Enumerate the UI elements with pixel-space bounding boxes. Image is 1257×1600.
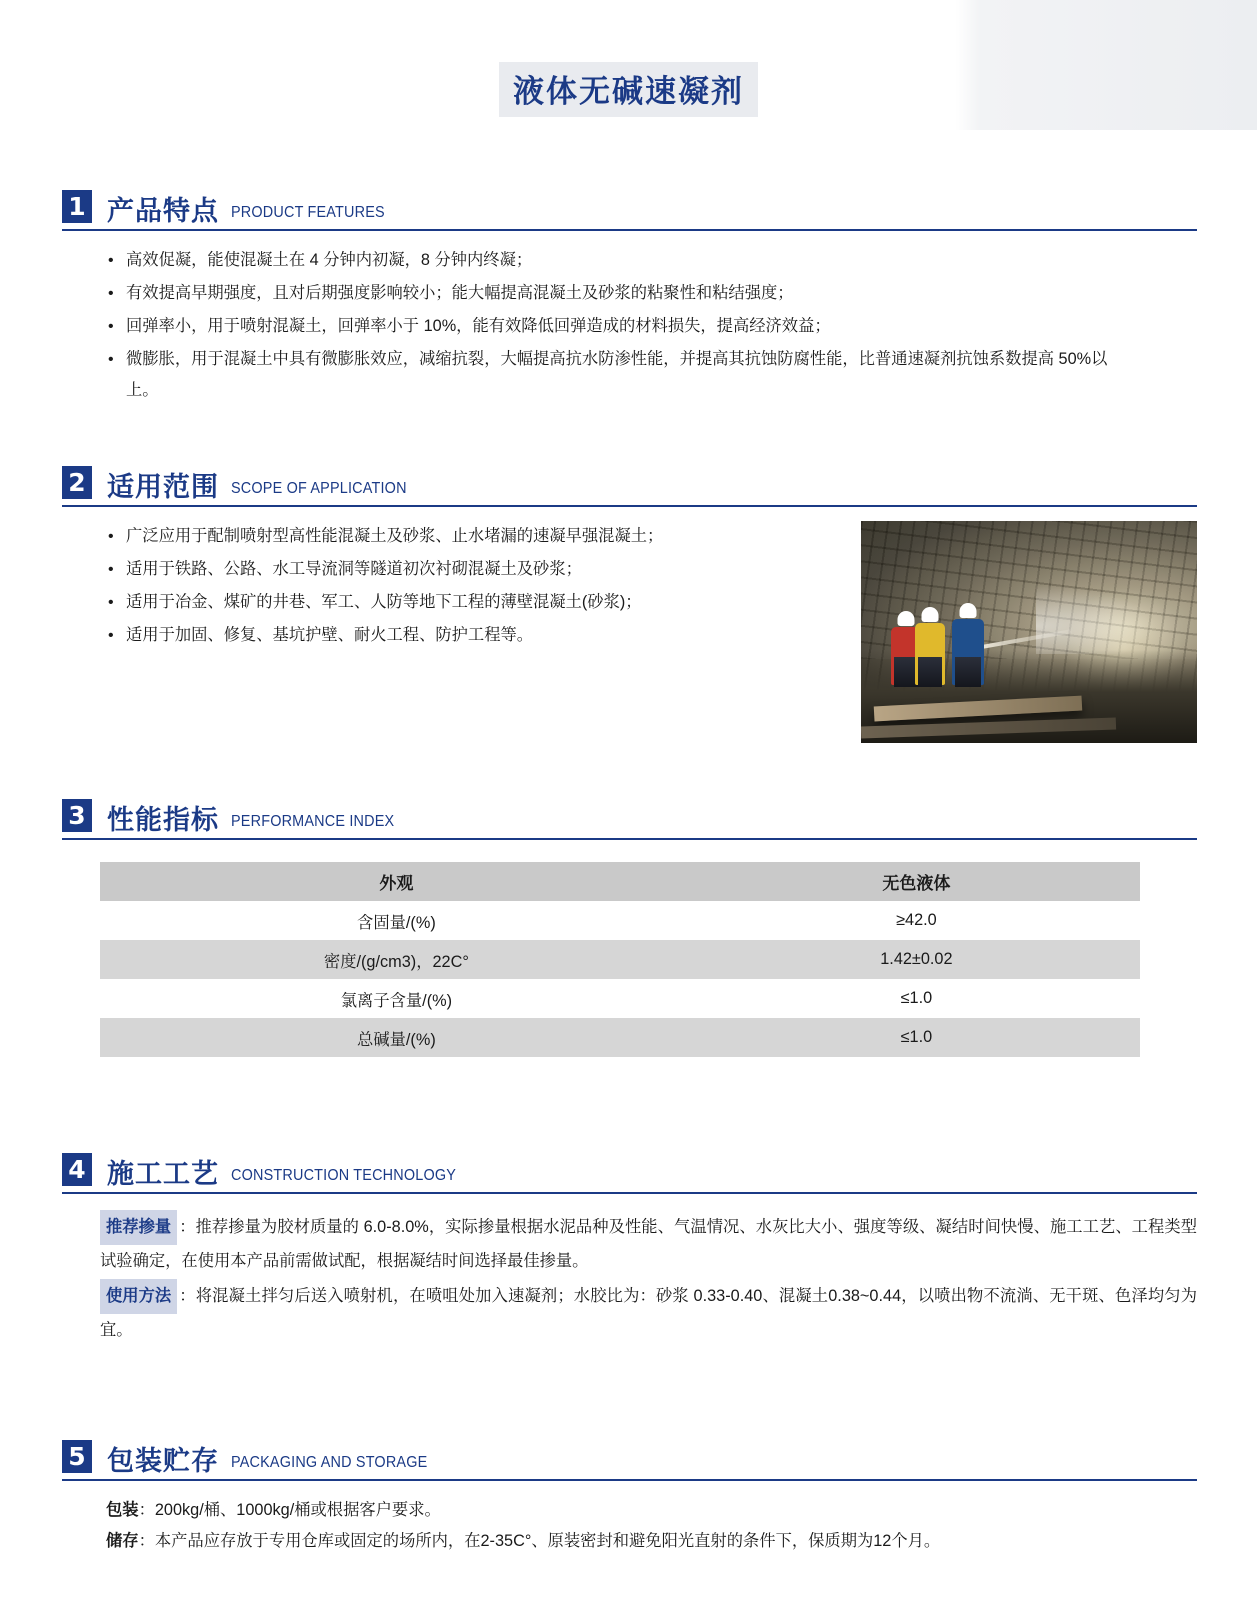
table-cell-value: 无色液体 [693,862,1140,901]
section-title-en: PERFORMANCE INDEX [231,813,395,830]
list-item: • 适用于铁路、公路、水工导流洞等隧道初次衬砌混凝土及砂浆； [108,554,841,585]
section-number-badge: 5 [62,1440,92,1473]
section-header [0,190,1257,227]
list-item: • 微膨胀，用于混凝土中具有微膨胀效应，减缩抗裂，大幅提高抗水防渗性能，并提高其抗蚀防腐性能，比普通速凝剂抗蚀系数提高 50%以上。 [108,344,1137,406]
list-item: • 适用于加固、修复、基坑护壁、耐火工程、防护工程等。 [108,620,841,651]
section-divider [62,229,1197,231]
concrete-spray [1036,584,1156,654]
worker-blue [952,603,984,685]
list-item: • 回弹率小，用于喷射混凝土，回弹率小于 10%，能有效降低回弹造成的材料损失，提高经济效益； [108,311,1137,342]
section-number-badge: 2 [62,466,92,499]
section-number-badge: 3 [62,799,92,832]
performance-index-table [100,862,1140,1057]
section-title-en: CONSTRUCTION TECHNOLOGY [231,1167,457,1184]
page-title: 液体无碱速凝剂 [499,62,758,117]
section-header [0,799,1257,836]
table-row [100,1018,1140,1057]
worker-legs [955,657,981,687]
section-header [0,1440,1257,1477]
table-cell-value: ≤1.0 [693,979,1140,1018]
paragraph-text: ：将混凝土拌匀后送入喷射机，在喷咀处加入速凝剂；水胶比为：砂浆 0.33-0.40、混凝土0.38~0.44，以喷出物不流淌、无干斑、色泽均匀为宜。 [100,1287,1197,1339]
storage-label: 储存 [106,1532,139,1550]
list-item: • 广泛应用于配制喷射型高性能混凝土及砂浆、止水堵漏的速凝早强混凝土； [108,521,841,552]
section-title-en: PRODUCT FEATURES [231,204,385,221]
table-row [100,901,1140,940]
list-item: • 高效促凝，能使混凝土在 4 分钟内初凝，8 分钟内终凝； [108,245,1137,276]
helmet-icon [898,611,915,626]
table-cell-value: ≥42.0 [693,901,1140,940]
list-item: • 有效提高早期强度，且对后期强度影响较小；能大幅提高混凝土及砂浆的粘聚性和粘结强度； [108,278,1137,309]
table-cell-value: ≤1.0 [693,1018,1140,1057]
packaging-value: ：200kg/桶、1000kg/桶或根据客户要求。 [138,1501,441,1519]
table-cell-property: 氯离子含量/(%) [100,979,693,1018]
tunnel-construction-photo [861,521,1197,743]
storage-row [106,1526,1197,1557]
section-title-cn: 性能指标 [107,805,219,836]
application-list [0,521,861,653]
worker-yellow [915,607,945,685]
packaging-label: 包装 [106,1501,139,1519]
paragraph-text: ：推荐掺量为胶材质量的 6.0-8.0%，实际掺量根据水泥品种及性能、气温情况、水灰比大小、强度等级、凝结时间快慢、施工工艺、工程类型试验确定，在使用本产品前需做试配，根据凝结时间选择最佳掺量。 [100,1218,1197,1270]
section-title-cn: 适用范围 [107,472,219,503]
helmet-icon [921,607,938,622]
paragraph-dosage [100,1210,1197,1277]
packaging-row [106,1495,1197,1526]
page-title-area [0,0,1257,130]
section-construction-technology [0,1057,1257,1346]
section-packaging-and-storage [0,1348,1257,1587]
section-title-cn: 产品特点 [107,196,219,227]
section-header [0,1153,1257,1190]
section-scope-of-application [0,408,1257,743]
table-cell-property: 含固量/(%) [100,901,693,940]
section-divider [62,838,1197,840]
section-header [0,466,1257,503]
list-item: • 适用于冶金、煤矿的井巷、军工、人防等地下工程的薄壁混凝土(砂浆)； [108,587,841,618]
table-row [100,979,1140,1018]
section-title-en: PACKAGING AND STORAGE [231,1454,428,1471]
section-title-en: SCOPE OF APPLICATION [231,480,407,497]
table-cell-property: 外观 [100,862,693,901]
section-performance-index [0,743,1257,1057]
worker-legs [918,657,942,687]
paragraph-usage [100,1279,1197,1346]
feature-list [0,245,1257,406]
table-cell-property: 密度/(g/cm3)，22C° [100,940,693,979]
storage-value: ：本产品应存放于专用仓库或固定的场所内，在2-35C°、原装密封和避免阳光直射的条件下，保质期为12个月。 [138,1532,941,1550]
table-row [100,940,1140,979]
helmet-icon [959,603,976,618]
label-usage-method: 使用方法 [100,1279,177,1314]
section-title-cn: 施工工艺 [107,1159,219,1190]
label-recommended-dosage: 推荐掺量 [100,1210,177,1245]
table-cell-value: 1.42±0.02 [693,940,1140,979]
section-number-badge: 4 [62,1153,92,1186]
section-number-badge: 1 [62,190,92,223]
table-cell-property: 总碱量/(%) [100,1018,693,1057]
section-title-cn: 包装贮存 [107,1446,219,1477]
section-product-features [0,130,1257,406]
table-row [100,862,1140,901]
